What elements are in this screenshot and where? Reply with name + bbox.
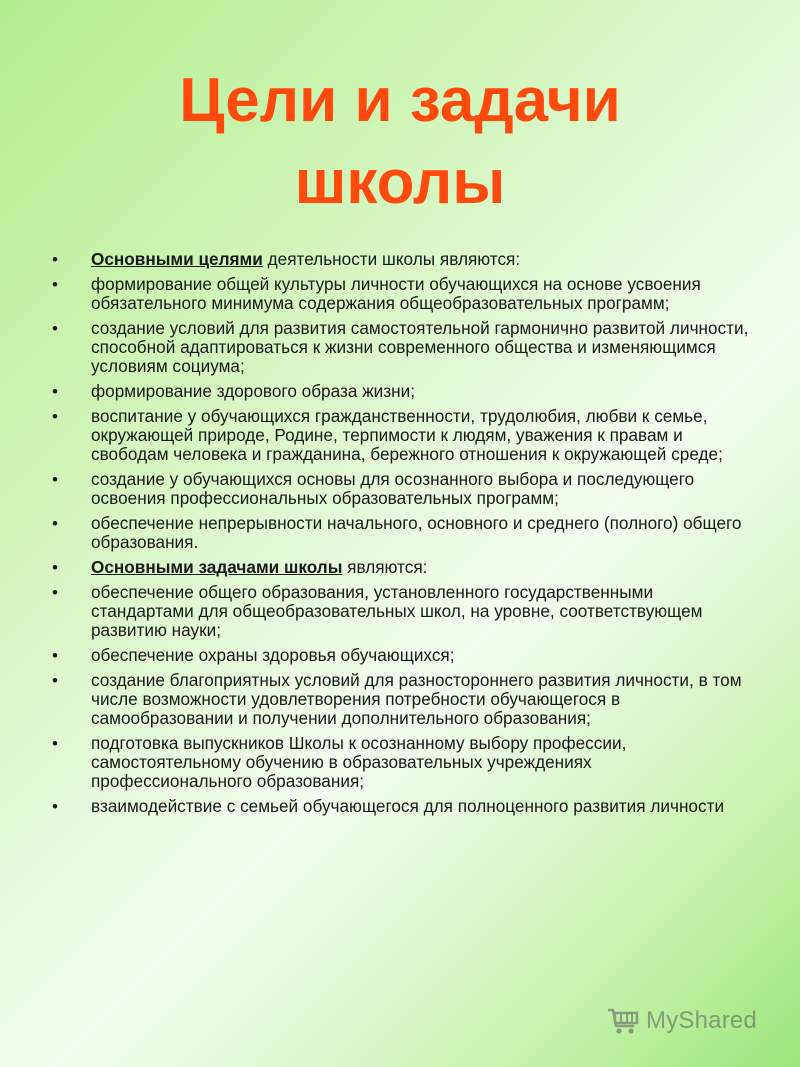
bullet: • [52,734,58,753]
watermark-text: MyShared [646,1007,757,1034]
list-item: • формирование здорового образа жизни; [52,381,416,401]
list-item: • обеспечение охраны здоровья обучающихся; [52,645,455,665]
bullet: • [52,583,58,602]
list-item: • создание у обучающихся основы для осознанного выбора и последующего освоения профессиональных образовательных программ; [52,469,695,508]
title-line-2: школы [294,148,506,217]
bullet: • [52,514,58,533]
list-item: • Основными задачами школы являются: [52,557,428,577]
bullet: • [52,470,58,489]
bullet: • [52,319,58,338]
list-item: • взаимодействие с семьей обучающегося для полноценного развития личности [52,796,725,816]
shopping-cart-icon [606,1006,640,1036]
list-item: • создание благоприятных условий для разностороннего развития личности, в том числе возможности удовлетворения потребности обучающегося в самообразовании и получении дополнительного образования; [52,670,742,728]
list-item: • воспитание у обучающихся гражданственности, трудолюбия, любви к семье, окружающей природе, Родине, терпимости к людям, уважения к правам и свободам человека и гражданина, бережного отношения к окружающей среде; [52,406,723,464]
list-item: • подготовка выпускников Школы к осознанному выбору профессии, самостоятельному обучению в образовательных учреждениях профессионального образования; [52,733,627,791]
list-item: • обеспечение непрерывности начального, основного и среднего (полного) общего образования. [52,513,742,552]
page-title [0,60,800,224]
bullet: • [52,646,58,665]
bullet: • [52,558,58,577]
tasks-heading: Основными задачами школы [91,557,343,577]
bullet: • [52,275,58,294]
bullet: • [52,797,58,816]
goals-list [52,250,752,822]
title-line-1: Цели и задачи [179,66,621,135]
list-item: • обеспечение общего образования, установленного государственными стандартами для общеобразовательных школ, на уровне, соответствующем развитию науки; [52,582,703,640]
list-item: • формирование общей культуры личности обучающихся на основе усвоения обязательного минимума содержания общеобразовательных программ; [52,274,701,313]
list-item: • Основными целями деятельности школы являются: [52,249,521,269]
myshared-watermark [606,1003,757,1039]
list-item: • создание условий для развития самостоятельной гармонично развитой личности, способной адаптироваться к жизни современного общества и изменяющимся условиям социума; [52,318,749,376]
bullet: • [52,382,58,401]
bullet: • [52,407,58,426]
goals-heading: Основными целями [91,249,263,269]
bullet: • [52,671,58,690]
bullet: • [52,250,58,269]
